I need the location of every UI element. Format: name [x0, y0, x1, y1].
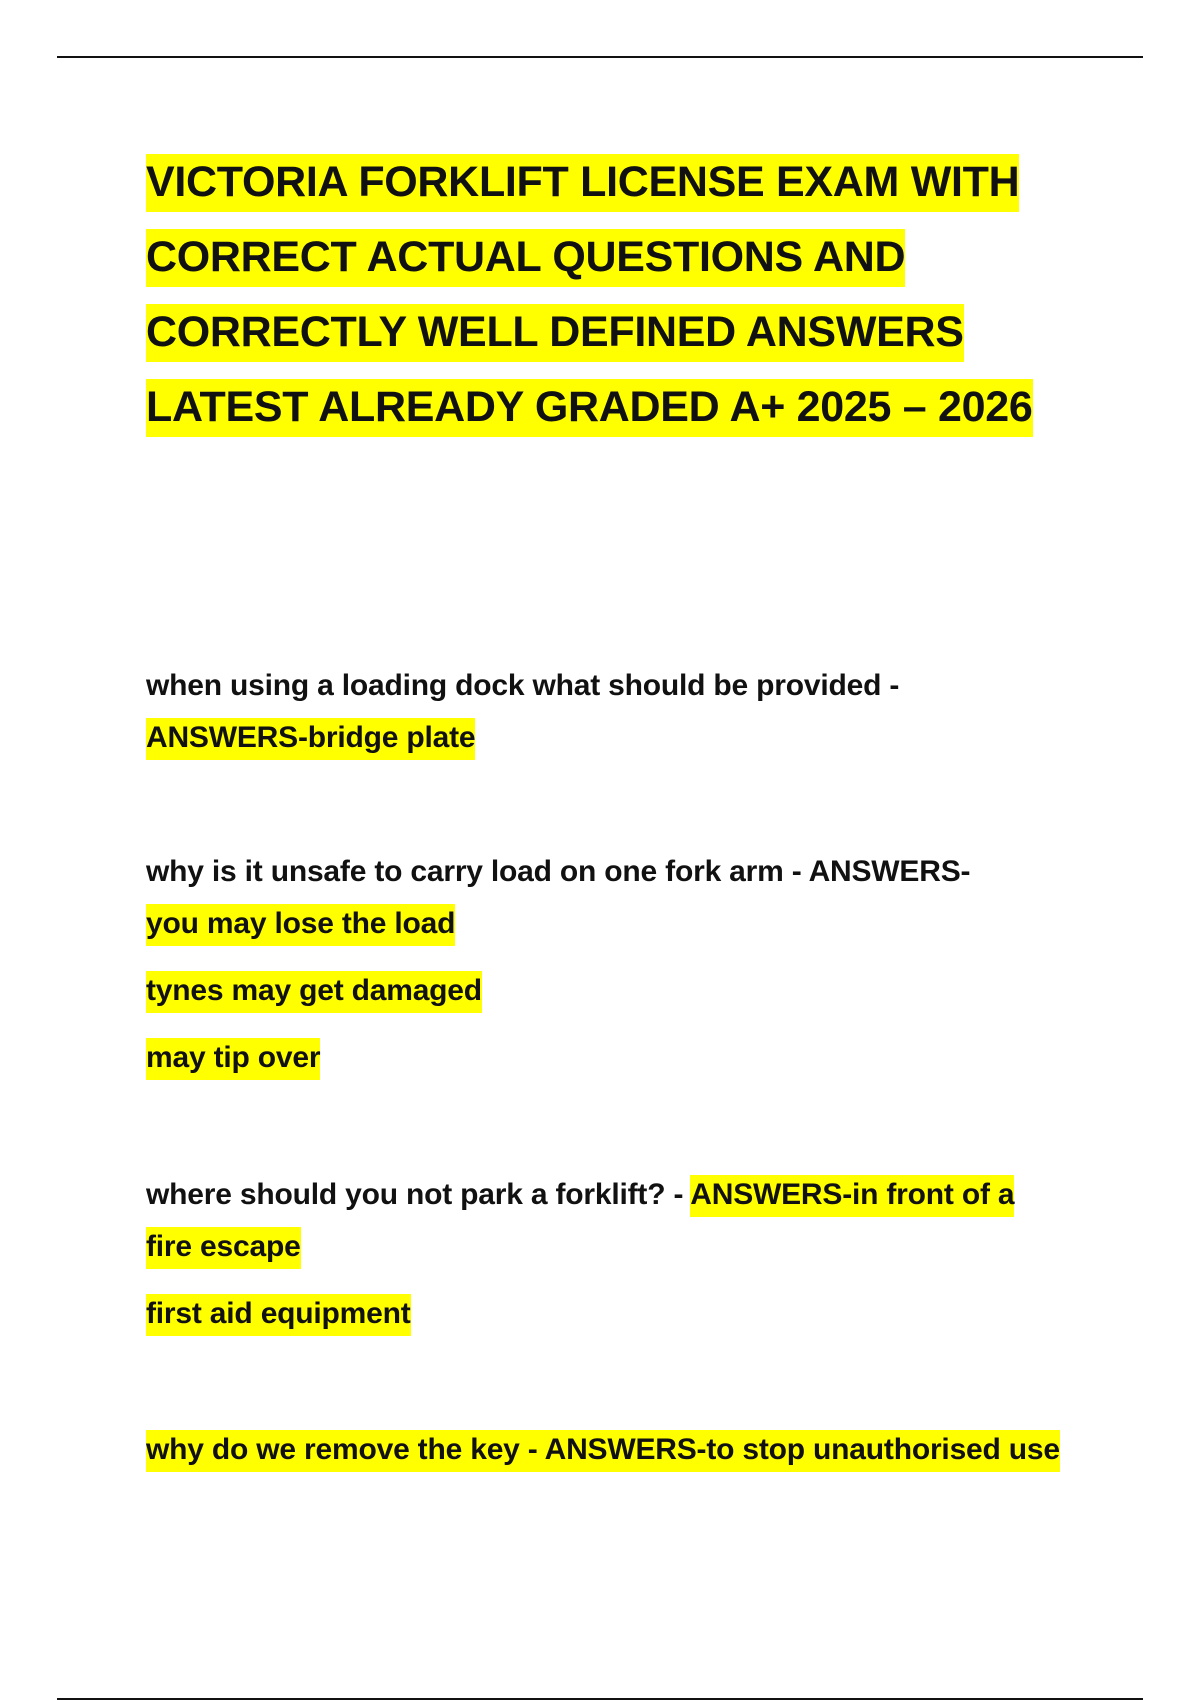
answer-extra-text: first aid equipment: [146, 1294, 411, 1336]
qa-item-remove-key: [146, 1424, 1066, 1476]
question-text: when using a loading dock what should be provided -: [146, 669, 900, 702]
answer-extra-line: [146, 965, 1066, 1017]
answer-text: you may lose the load: [146, 904, 455, 946]
answer-text: ANSWERS-bridge plate: [146, 718, 475, 760]
document-title: [146, 145, 1066, 445]
question-text: why is it unsafe to carry load on one fork arm - ANSWERS-: [146, 855, 971, 888]
qa-item-park-forklift: [146, 1169, 1066, 1340]
answer-extra-text: tynes may get damaged: [146, 971, 482, 1013]
qa-text: [146, 1424, 1066, 1476]
top-rule: [57, 56, 1143, 58]
qa-item-loading-dock: [146, 660, 1066, 764]
qa-text: [146, 660, 1066, 764]
answer-extra-line: [146, 1032, 1066, 1084]
answer-extra-line: [146, 1288, 1066, 1340]
answer-extra-text: may tip over: [146, 1038, 320, 1080]
document-title-text: VICTORIA FORKLIFT LICENSE EXAM WITH CORRECT ACTUAL QUESTIONS AND CORRECTLY WELL DEFINED ANSWERS LATEST ALREADY GRADED A+ 2025 – 2026: [146, 154, 1033, 437]
answer-text: why do we remove the key - ANSWERS-to stop unauthorised use: [146, 1430, 1060, 1472]
qa-item-one-fork-arm: [146, 846, 1066, 1084]
qa-text: [146, 846, 1066, 950]
answer-text: ANSWERS-in front of a fire escape: [146, 1175, 1014, 1269]
question-text: where should you not park a forklift? -: [146, 1178, 691, 1211]
qa-text: [146, 1169, 1066, 1273]
